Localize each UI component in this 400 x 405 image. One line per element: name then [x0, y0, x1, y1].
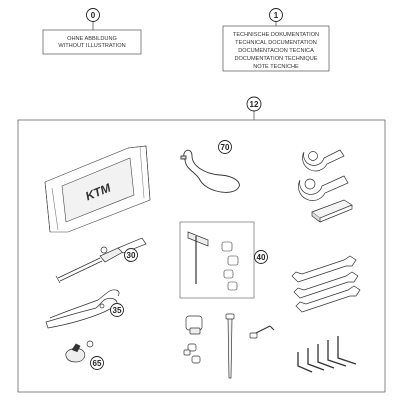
callout-1: [270, 9, 283, 27]
callout-40-number: 40: [256, 253, 266, 262]
callout-35-number: 35: [112, 306, 122, 315]
callout-12: [247, 97, 261, 120]
box0-line-1: OHNE ABBILDUNG: [67, 36, 117, 42]
callout-1-number: 1: [273, 11, 279, 20]
callout-65: [91, 357, 104, 370]
pliers: [46, 290, 119, 328]
box0-line-2: WITHOUT ILLUSTRATION: [58, 43, 126, 49]
box1-line-3: DOCUMENTACION TECNICA: [238, 48, 314, 54]
allen-key-set-box: [180, 222, 254, 298]
allen-keys: [298, 336, 356, 372]
callout-40: [255, 251, 268, 264]
callout-30-number: 30: [126, 251, 136, 260]
box1-line-4: DOCUMENTATION TECHNIQUE: [234, 56, 318, 62]
box-without-illustration: [43, 30, 141, 54]
box-technical-documentation: [223, 26, 329, 71]
callout-35: [111, 304, 124, 317]
box1-line-1: TECHNISCHE DOKUMENTATION: [232, 32, 320, 38]
small-parts: [66, 341, 93, 362]
callout-0-number: 0: [90, 11, 96, 20]
sockets-and-extension: [184, 314, 274, 378]
pin-wrench-2: [298, 176, 348, 201]
cable-lock: [181, 150, 239, 192]
callout-12-number: 12: [249, 100, 259, 109]
callout-0: [87, 9, 100, 31]
callout-70: [219, 141, 232, 154]
open-end-wrenches: [292, 256, 360, 312]
pin-wrench-1: [303, 150, 344, 171]
callout-70-number: 70: [220, 143, 230, 152]
tool-pouch: [45, 146, 150, 232]
callout-65-number: 65: [92, 359, 102, 368]
spoke-bar: [312, 200, 352, 222]
box1-line-2: TECHNICAL DOCUMENTATION: [235, 40, 317, 46]
box1-line-5: NOTE TECNICHE: [253, 64, 299, 70]
pouch-logo: KTM: [83, 180, 113, 204]
callout-30: [125, 249, 138, 262]
